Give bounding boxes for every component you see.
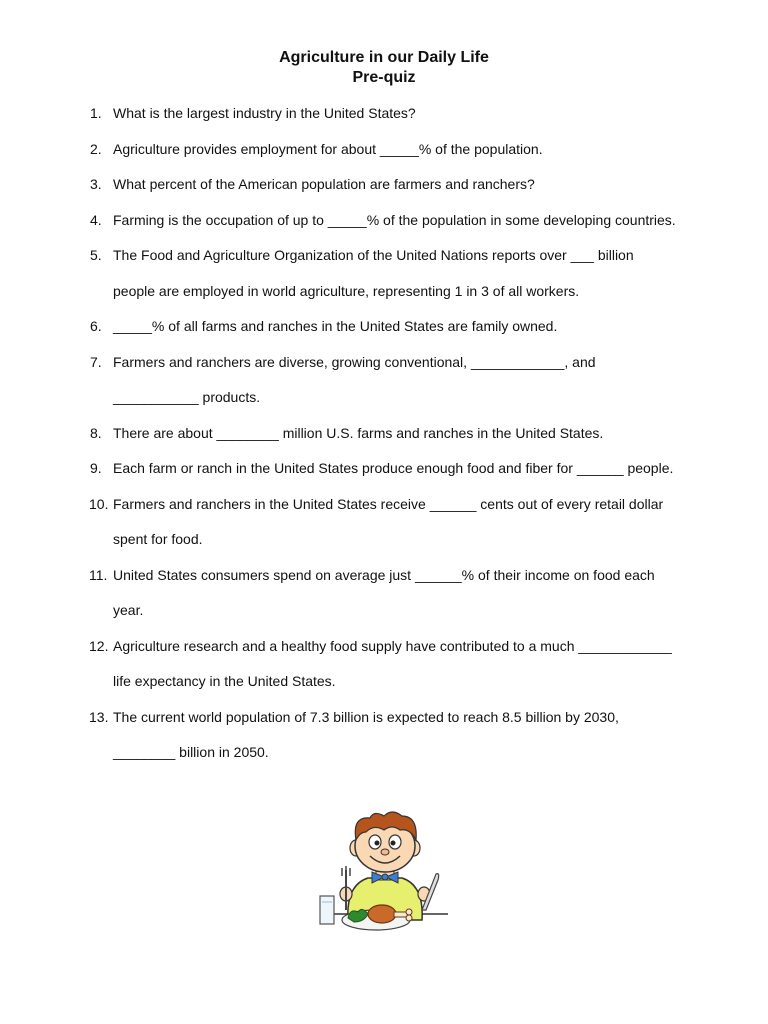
question-text: Each farm or ranch in the United States produce enough food and fiber for ______ people.: [113, 460, 674, 476]
question-text: The Food and Agriculture Organization of the United Nations reports over ___ billion: [113, 247, 634, 263]
question-number: 12.: [89, 637, 109, 654]
question-text: _____% of all farms and ranches in the United States are family owned.: [113, 318, 558, 334]
question-number: 10.: [89, 495, 109, 512]
question-number: 1.: [90, 105, 102, 121]
question-number: 4.: [90, 211, 102, 228]
question-text: Farmers and ranchers are diverse, growing conventional, ____________, and: [113, 353, 596, 370]
question-number: 6.: [90, 318, 102, 334]
question-text: people are employed in world agriculture, representing 1 in 3 of all workers.: [113, 282, 580, 299]
question-text: Agriculture provides employment for about _____% of the population.: [113, 140, 543, 157]
question-text: What percent of the American population are farmers and ranchers?: [113, 176, 535, 192]
question-number: 5.: [90, 247, 102, 263]
turkey-shape: [368, 905, 396, 923]
question-number: 7.: [90, 353, 102, 370]
page-title: Agriculture in our Daily Life: [279, 49, 489, 66]
question-text: United States consumers spend on average just ______% of their income on food each: [113, 566, 655, 583]
question-text: There are about ________ million U.S. farms and ranches in the United States.: [113, 424, 604, 441]
question-number: 8.: [90, 424, 102, 441]
question-number: 11.: [89, 566, 108, 583]
question-text: ___________ products.: [113, 389, 261, 405]
question-text: Farming is the occupation of up to _____% of the population in some developing countries.: [113, 211, 676, 228]
glass-shape: [320, 896, 334, 924]
question-text: spent for food.: [113, 531, 203, 547]
question-number: 2.: [90, 140, 102, 157]
question-text: Farmers and ranchers in the United States receive ______ cents out of every retail dollar: [113, 495, 664, 512]
question-text: The current world population of 7.3 billion is expected to reach 8.5 billion by 2030,: [113, 708, 619, 725]
question-number: 9.: [90, 460, 102, 476]
question-text: life expectancy in the United States.: [113, 673, 336, 689]
page-subtitle: Pre-quiz: [352, 69, 416, 86]
question-number: 3.: [90, 176, 102, 192]
question-text: Agriculture research and a healthy food supply have contributed to a much ____________: [113, 637, 672, 654]
boy-eating-dinner-icon: [318, 810, 452, 936]
question-text: year.: [113, 602, 144, 618]
question-text: What is the largest industry in the United States?: [113, 105, 416, 121]
question-text: ________ billion in 2050.: [113, 744, 269, 760]
question-number: 13.: [89, 708, 109, 725]
